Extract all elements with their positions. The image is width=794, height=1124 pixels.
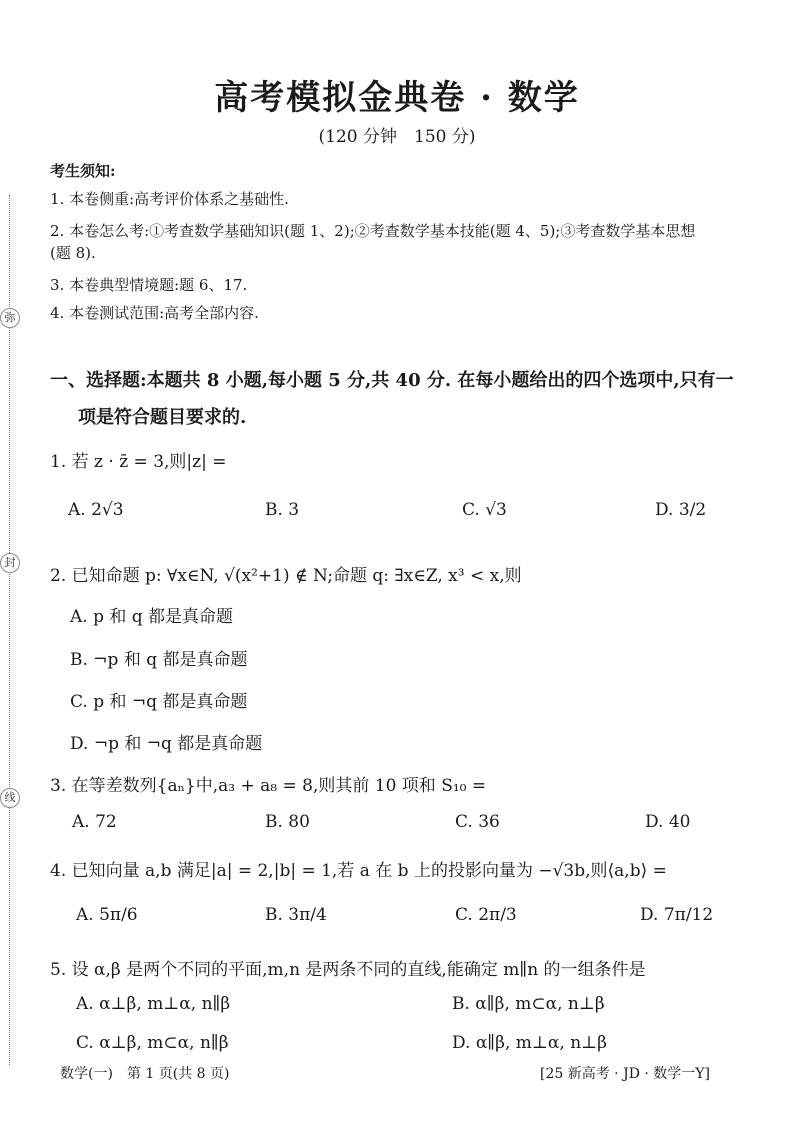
q2-option-d: D. ¬p 和 ¬q 都是真命题 [70,734,263,754]
q2-option-c: C. p 和 ¬q 都是真命题 [70,692,248,712]
question-4-stem: 4. 已知向量 a,b 满足|a| = 2,|b| = 1,若 a 在 b 上的投影向量为 −√3b,则⟨a,b⟩ = [50,861,667,881]
notice-item: (题 8). [50,244,96,262]
notice-item: 4. 本卷测试范围:高考全部内容. [50,304,259,322]
q4-option-c: C. 2π/3 [455,905,517,925]
q1-option-a: A. 2√3 [68,500,124,520]
notice-item: 1. 本卷侧重:高考评价体系之基础性. [50,190,289,208]
q5-option-d: D. α∥β, m⊥α, n⊥β [452,1033,607,1053]
question-2-stem: 2. 已知命题 p: ∀x∈N, √(x²+1) ∉ N;命题 q: ∃x∈Z, x³ < x,则 [50,566,522,586]
question-5-stem: 5. 设 α,β 是两个不同的平面,m,n 是两条不同的直线,能确定 m∥n 的一组条件是 [50,960,646,980]
q5-option-a: A. α⊥β, m⊥α, n∥β [76,994,231,1014]
q5-option-c: C. α⊥β, m⊂α, n∥β [76,1033,229,1053]
binding-mark-feng: 封 [0,553,20,573]
q3-option-c: C. 36 [455,812,500,832]
notice-heading: 考生须知: [50,162,116,180]
binding-mark-xian: 线 [0,788,20,808]
footer-exam-code: [25 新高考 · JD · 数学一Y] [540,1066,710,1082]
notice-item: 2. 本卷怎么考:①考查数学基础知识(题 1、2);②考查数学基本技能(题 4、5);③考查数学基本思想 [50,222,696,240]
q1-option-b: B. 3 [265,500,300,520]
q4-option-d: D. 7π/12 [640,905,714,925]
q3-option-a: A. 72 [72,812,117,832]
q2-option-b: B. ¬p 和 q 都是真命题 [70,650,248,670]
q1-option-c: C. √3 [462,500,507,520]
q1-option-d: D. 3/2 [655,500,707,520]
q3-option-d: D. 40 [645,812,691,832]
q4-option-a: A. 5π/6 [76,905,138,925]
q2-option-a: A. p 和 q 都是真命题 [70,607,234,627]
notice-item: 3. 本卷典型情境题:题 6、17. [50,276,248,294]
q5-option-b: B. α∥β, m⊂α, n⊥β [452,994,605,1014]
q3-option-b: B. 80 [265,812,310,832]
question-1-stem: 1. 若 z · z̄ = 3,则|z| = [50,452,227,472]
footer-page-info: 数学(一) 第 1 页(共 8 页) [60,1066,230,1082]
q4-option-b: B. 3π/4 [265,905,327,925]
page-title: 高考模拟金典卷 · 数学 [214,78,580,118]
question-3-stem: 3. 在等差数列{aₙ}中,a₃ + a₈ = 8,则其前 10 项和 S₁₀ = [50,776,487,796]
section-heading-cont: 项是符合题目要求的. [78,407,247,428]
binding-mark-mi: 弥 [0,308,20,328]
section-heading: 一、选择题:本题共 8 小题,每小题 5 分,共 40 分. 在每小题给出的四个选项中,只有一 [50,370,734,391]
exam-duration-score: (120 分钟 150 分) [318,127,476,147]
